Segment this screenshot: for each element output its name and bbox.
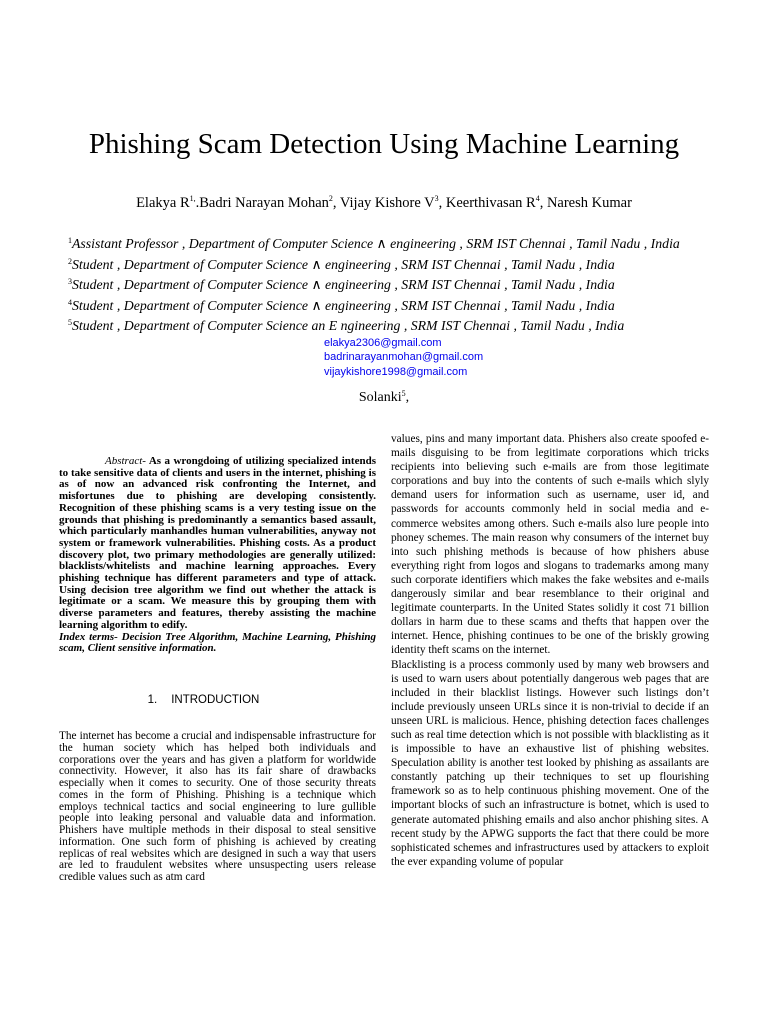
right-column bbox=[391, 432, 709, 869]
affiliation-text: Student , Department of Computer Science an E ngineering , SRM IST Chennai , Tamil Nadu , India bbox=[72, 318, 625, 333]
email-link[interactable]: vijaykishore1998@gmail.com bbox=[324, 365, 468, 378]
section-number: 1. bbox=[147, 694, 158, 706]
affiliation-marker: 2 bbox=[68, 256, 72, 266]
paper-title: Phishing Scam Detection Using Machine Learning bbox=[88, 128, 680, 160]
affiliation-marker: 5 bbox=[68, 318, 72, 327]
affiliation-line bbox=[68, 316, 748, 337]
author-affil-marker: 3 bbox=[434, 194, 439, 203]
affiliation-line bbox=[68, 255, 748, 276]
author-separator: , bbox=[539, 195, 547, 211]
author-affil-marker: 2 bbox=[328, 194, 333, 203]
body-paragraph: Blacklisting is a process commonly used by many web browsers and is used to warn users about potentially dangerous web pages that are included in their blacklist listings. However such listings don’t include previously unseen URLs since it is non-trivial to decide if an unseen URL is malicious. Hence, phishing detection faces challenges such as real time detection which is not possible with blacklisting as it is impossible to have an exhaustive list of phishing websites. Speculation ability is another test looked by phishing as assailants are constantly patching up their techniques to set up flourishing framework so as to help continuous phishing movement. One of the important blocks of such an infrastructure is botnet, which is used to generate automated phishing emails and also anchor phishing sites. A recent study by the APWG supports the fact that there could be more sophisticated schemes and infrastructures used by attackers to exploit the ever expanding volume of popular bbox=[391, 658, 709, 868]
author-name: Naresh Kumar bbox=[546, 195, 632, 211]
affiliation-text: Student , Department of Computer Science ∧ engineering , SRM IST Chennai , Tamil Nadu , India bbox=[72, 277, 615, 292]
author-list bbox=[0, 193, 768, 213]
affiliation-line bbox=[68, 275, 748, 296]
affiliation-list bbox=[68, 234, 748, 337]
author-separator: . bbox=[195, 195, 200, 211]
author-name: Vijay Kishore V bbox=[339, 195, 435, 211]
section-title: INTRODUCTION bbox=[171, 694, 260, 706]
affiliation-marker: 1 bbox=[68, 236, 72, 245]
affiliation-text: Student , Department of Computer Science ∧ engineering , SRM IST Chennai , Tamil Nadu , India bbox=[72, 297, 615, 313]
author-affil-marker: 4 bbox=[535, 194, 540, 203]
abstract-label: Abstract- bbox=[105, 455, 146, 467]
affiliation-line bbox=[68, 296, 748, 317]
last-author-line bbox=[0, 389, 768, 407]
affiliation-text: Student , Department of Computer Science ∧ engineering , SRM IST Chennai , Tamil Nadu , India bbox=[72, 256, 615, 272]
affiliation-marker: 3 bbox=[68, 277, 72, 286]
author-separator: , bbox=[332, 195, 340, 211]
author-name: Badri Narayan Mohan bbox=[199, 195, 329, 211]
email-list bbox=[324, 336, 483, 379]
author-name: Keerthivasan R bbox=[445, 195, 536, 211]
abstract-body: As a wrongdoing of utilizing specialized intends to take sensitive data of clients and users in the internet, phishing is as of now an advanced risk confronting the Internet, and misfortunes due to phishing are developing consistently. Recognition of these phishing scams is a very testing issue on the grounds that phishing is predominantly a semantics based assault, which particularly manhandles human vulnerabilities, anyway not system or framework vulnerabilities. Phishing costs. As a product discovery plot, two primary methodologies are generally utilized: blacklists/whitelists and machine learning approaches. Every phishing technique has different parameters and type of attack. Using decision tree algorithm we find out whether the attack is legitimate or a scam. We measure this by grouping them with diverse parameters and features, thereby assisting the machine learning algorithm to edify. bbox=[59, 455, 376, 631]
affiliation-line bbox=[68, 234, 748, 255]
email-link[interactable]: elakya2306@gmail.com bbox=[324, 337, 442, 349]
body-paragraph: values, pins and many important data. Phishers also create spoofed e-mails disguising to be from legitimate corporations which tricks recipients into believing such e-mails are from those legitimate corporations and buy into the contents of such e-mails which slyly demand users for information such as username, user id, and passwords for accounts commonly held in social media and e-commerce websites among others. Such e-mails also lure people into phoney schemes. The main reason why consumers of the internet buy into such phishing methods is because of how phishers abuse everything right from logos and slogans to trademarks among many such corporate identifiers which makes the fake websites and e-mails dangerously similar and bear resemblance to their original and legitimate counterparts. In the United States solidly it cost 71 billion dollars in harm due to these scams and thefts that happen over the internet. Hence, phishing continues to be one of the briskly growing identity theft scams on the internet. bbox=[391, 433, 709, 657]
author-affil-marker: 1, bbox=[189, 194, 196, 203]
index-terms: Index terms- Decision Tree Algorithm, Machine Learning, Phishing scam, Client sensitive information. bbox=[59, 630, 376, 655]
author-separator: , bbox=[405, 390, 410, 405]
intro-paragraph: The internet has become a crucial and indispensable infrastructure for the human society which has helped both individuals and corporations over the years and has given a platform for worldwide connectivity. However, it also has its fair share of drawbacks especially when it comes to security. One of those security threats comes in the form of Phishing. Phishing is a technique which employs technical tactics and social engineering to lure gullible people into leaking personal and valuable data and information. Phishers have multiple methods in their disposal to steal sensitive information. One such form of phishing is achieved by creating replicas of real websites which are designed in such a way that users are led to fraudulent websites where unsuspecting users release credible values such as atm card bbox=[59, 730, 376, 883]
author-name: Elakya R bbox=[136, 195, 190, 211]
affiliation-text: Assistant Professor , Department of Computer Science ∧ engineering , SRM IST Chennai , Tamil Nadu , India bbox=[72, 236, 680, 251]
author-name: Solanki bbox=[358, 390, 402, 405]
section-heading bbox=[59, 693, 376, 707]
left-column bbox=[59, 456, 376, 655]
affiliation-marker: 4 bbox=[68, 297, 72, 307]
abstract bbox=[59, 456, 376, 632]
author-separator: , bbox=[438, 195, 446, 211]
author-affil-marker: 5 bbox=[401, 389, 406, 398]
email-link[interactable]: badrinarayanmohan@gmail.com bbox=[324, 351, 484, 364]
